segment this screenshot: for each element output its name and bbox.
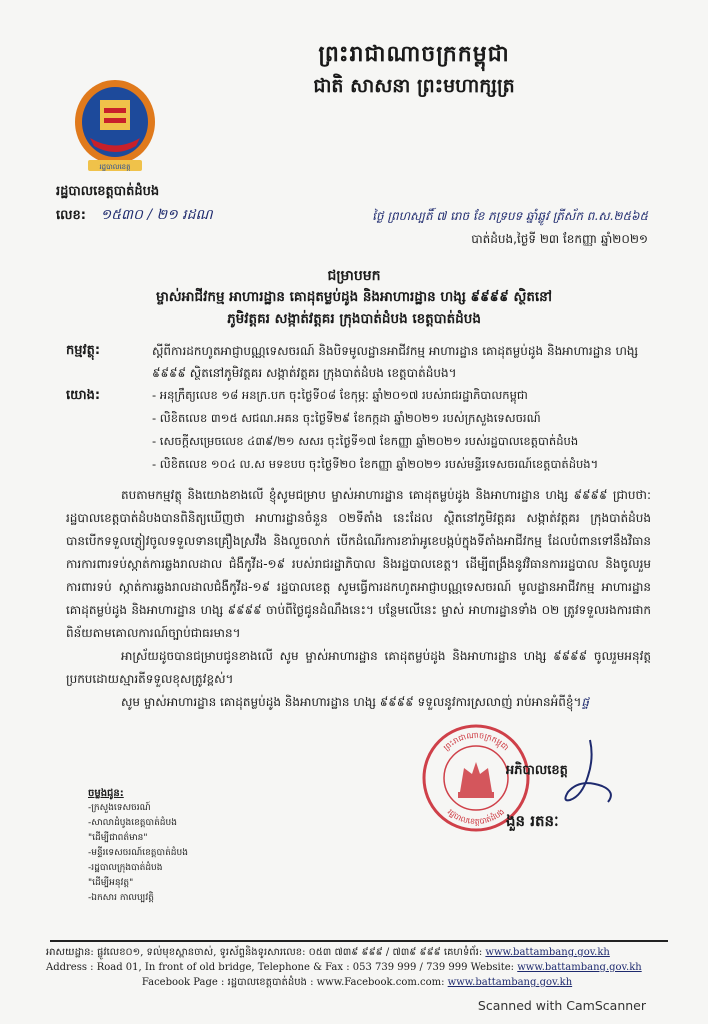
reference-item: - សេចក្ដីសម្រេចលេខ ៤៣៩/២១ សសរ ចុះថ្ងៃទី១៧ ខែកញ្ញា ឆ្នាំ២០២១ របស់រដ្ឋបាលខេត្តបាត់ដំបង — [152, 434, 579, 448]
references-label: យោង: — [66, 388, 101, 403]
reference-item: - លិខិតលេខ ១០៤ ល.ស មទខបប ចុះថ្ងៃទី២០ ខែកញ្ញា ឆ្នាំ២០២១ របស់មន្ទីរទេសចរណ៍ខេត្តបាត់ដំបង។ — [152, 457, 599, 471]
subject-block — [66, 340, 656, 384]
svg-text:ព្រះរាជាណាចក្រកម្ពុជា — [442, 731, 511, 753]
footer-website-link[interactable]: www.battambang.gov.kh — [517, 962, 642, 973]
recipient-heading: ជម្រាបមក — [327, 268, 381, 284]
handwritten-mark: ផ្ទ — [581, 695, 590, 709]
references-list — [152, 384, 657, 476]
date-block — [372, 205, 648, 251]
body-paragraph-3 — [66, 691, 651, 714]
lunar-date: ថ្ងៃ ព្រហស្បតិ៍ ៧ រោច ខែ ភទ្របទ ឆ្នាំឆ្លូវ ត្រីស័ក ព.ស.២៥៦៥ — [372, 209, 648, 223]
national-motto: ជាតិ សាសនា ព្រះមហាក្សត្រ — [313, 75, 515, 97]
footer — [46, 945, 668, 990]
reference-number — [56, 205, 213, 226]
copy-recipient-item: "ដើម្បីអនុវត្ត" — [88, 878, 134, 888]
solar-date: បាត់ដំបង,ថ្ងៃទី ២៣ ខែកញ្ញា ឆ្នាំ២០២១ — [471, 232, 648, 246]
copy-recipient-item: -សាលាដំបូងខេត្តបាត់ដំបង — [88, 818, 177, 828]
letter-body — [66, 484, 651, 714]
copy-recipient-item: -រដ្ឋបាលក្រុងបាត់ដំបង — [88, 863, 163, 873]
footer-khmer-website-link[interactable]: www.battambang.gov.kh — [485, 947, 610, 958]
subject-text: ស្ដីពីការដកហូតអាជ្ញាបណ្ណទេសចរណ៍ និងបិទមូលដ្ឋានអាជីវកម្ម អាហារដ្ឋាន គោដុតម្លប់ដូង និងអាហារដ្ឋាន ហង្ស ៩៩៩៩ ស្ថិតនៅភូមិវត្តគរ សង្កាត់វត្តគរ ក្រុងបាត់ដំបង ខេត្តបាត់ដំបង។ — [152, 344, 639, 380]
reference-item: - អនុក្រឹត្យលេខ ១៨ អនក្រ.បក ចុះថ្ងៃទី០៨ ខែកុម្ភៈ ឆ្នាំ២០១៧ របស់រាជរដ្ឋាភិបាលកម្ពុជា — [152, 388, 528, 402]
emblem-label: រដ្ឋបាលខេត្ត — [99, 163, 131, 171]
footer-facebook-link[interactable]: www.battambang.gov.kh — [447, 977, 573, 988]
subject-label: កម្មវត្ថុ: — [66, 343, 101, 358]
ref-value: ១៥៣០ / ២១ រដណ — [100, 207, 213, 223]
copy-recipient-item: -ក្រសួងទេសចរណ៍ — [88, 803, 151, 813]
ref-label: លេខ: — [56, 208, 86, 223]
footer-address-text: Address : Road 01, In front of old bridge, Telephone & Fax : 053 739 999 / 739 999 Website: — [46, 962, 515, 973]
footer-address-line — [46, 960, 668, 975]
footer-khmer-line — [46, 945, 668, 960]
signatory-title: អភិបាលខេត្ត — [506, 763, 568, 778]
copy-recipient-item: "ដើម្បីជាពត៌មាន" — [88, 833, 148, 843]
copy-recipients — [88, 786, 188, 906]
provincial-emblem-logo — [70, 78, 160, 173]
recipient-line-1: ម្ចាស់អាជីវកម្ម អាហារដ្ឋាន គោដុតម្លប់ដូង និងអាហារដ្ឋាន ហង្ស ៩៩៩៩ ស្ថិតនៅ — [155, 289, 553, 305]
body-paragraph-1: តបតាមកម្មវត្ថុ និងយោងខាងលើ ខ្ញុំសូមជម្រាប ម្ចាស់អាហារដ្ឋាន គោដុតម្លប់ដូង និងអាហារដ្ឋាន ហង្ស ៩៩៩៩ ជ្រាបថា: រដ្ឋបាលខេត្តបាត់ដំបងបានពិនិត្យឃើញថា អាហារដ្ឋានចំនួន ០២ទីតាំង នេះដែល ស្ថិតនៅភូមិវត្តគរ សង្កាត់វត្តគរ ក្រុងបាត់ដំបង បានបើកទទួលភ្ញៀវចូលទទួលទានគ្រឿងស្រវឹង និងលួចលាក់ បើកដំណើរការខារ៉ាអូខេបង្កប់ក្នុងទីតាំងអាជីវកម្ម ដែលបំពានទៅនឹងវិធានការការពារទប់ស្កាត់ការឆ្លងរាលដាល ជំងឺកូវីដ-១៩ របស់រាជរដ្ឋាភិបាល និងរដ្ឋបាលខេត្ត។ ដើម្បីពង្រឹងនូវវិធានការរដ្ឋបាល និងចូលរួមការពារទប់ ស្កាត់ការឆ្លងរាលដាលជំងឺកូវីដ-១៩ រដ្ឋបាលខេត្ត សូមធ្វើការដកហូតអាជ្ញាបណ្ណទេសចរណ៍ មូលដ្ឋានអាជីវកម្ម អាហារដ្ឋាន គោដុតម្លប់ដូង និងអាហារដ្ឋាន ហង្ស ៩៩៩៩ ចាប់ពីថ្ងៃជូនដំណឹងនេះ។ បន្ថែមលើនេះ ម្ចាស់ អាហារដ្ឋានទាំង ០២ ត្រូវទទួលរងការផាកពិន័យតាមគោលការណ៍ច្បាប់ជាធរមាន។ — [66, 488, 651, 640]
copy-recipient-item: -ឯកសារ កាលប្បវត្តិ — [88, 893, 154, 903]
handwritten-signature — [560, 738, 620, 808]
footer-facebook-text: Facebook Page : រដ្ឋបាលខេត្តបាត់ដំបង : www.Facebook.com.com: — [141, 977, 445, 988]
signatory-name: ងួន រតនៈ — [506, 812, 559, 830]
kingdom-title: ព្រះរាជាណាចក្រកម្ពុជា — [318, 41, 510, 67]
recipient-line-2: ភូមិវត្តគរ សង្កាត់វត្តគរ ក្រុងបាត់ដំបង ខេត្តបាត់ដំបង — [227, 311, 481, 327]
footer-khmer-text: អាសយដ្ឋាន: ផ្លូវលេខ០១, ទល់មុខស្ពានចាស់, ទូរស័ព្ទនិងទូរសារលេខ: ០៥៣ ៧៣៩ ៩៩៩ / ៧៣៩ ៩៩៩ គេហទំព័រ: — [46, 947, 483, 958]
footer-divider — [50, 940, 668, 942]
references-block — [66, 384, 666, 476]
reference-item: - លិខិតលេខ ៣១៥ សជណ.អគន ចុះថ្ងៃទី២៩ ខែកក្កដា ឆ្នាំ២០២១ របស់ក្រសួងទេសចរណ៍ — [152, 411, 541, 425]
body-paragraph-2: អាស្រ័យដូចបានជម្រាបជូនខាងលើ សូម ម្ចាស់អាហារដ្ឋាន គោដុតម្លប់ដូង និងអាហារដ្ឋាន ហង្ស ៩៩៩៩ ចូលរួមអនុវត្តប្រកបដោយស្មារតីទទួលខុសត្រូវខ្ពស់។ — [66, 649, 651, 686]
stamp-top-text: ព្រះរាជាណាចក្រកម្ពុជា — [441, 730, 511, 753]
issuing-authority: រដ្ឋបាលខេត្តបាត់ដំបង — [56, 184, 160, 199]
copy-recipients-heading: ចម្លងជូន: — [88, 788, 124, 799]
footer-facebook-line — [46, 975, 668, 990]
scanner-watermark: Scanned with CamScanner — [477, 998, 646, 1013]
copy-recipient-item: -មន្ទីរទេសចរណ៍ខេត្តបាត់ដំបង — [88, 848, 188, 858]
recipient-block — [80, 286, 628, 330]
stamp-bottom-text: រដ្ឋបាលខេត្តបាត់ដំបង — [445, 807, 507, 827]
body-paragraph-3-text: សូម ម្ចាស់អាហារដ្ឋាន គោដុតម្លប់ដូង និងអាហារដ្ឋាន ហង្ស ៩៩៩៩ ទទួលនូវការស្រលាញ់ រាប់អានអំពីខ្ញុំ។ — [121, 695, 582, 709]
